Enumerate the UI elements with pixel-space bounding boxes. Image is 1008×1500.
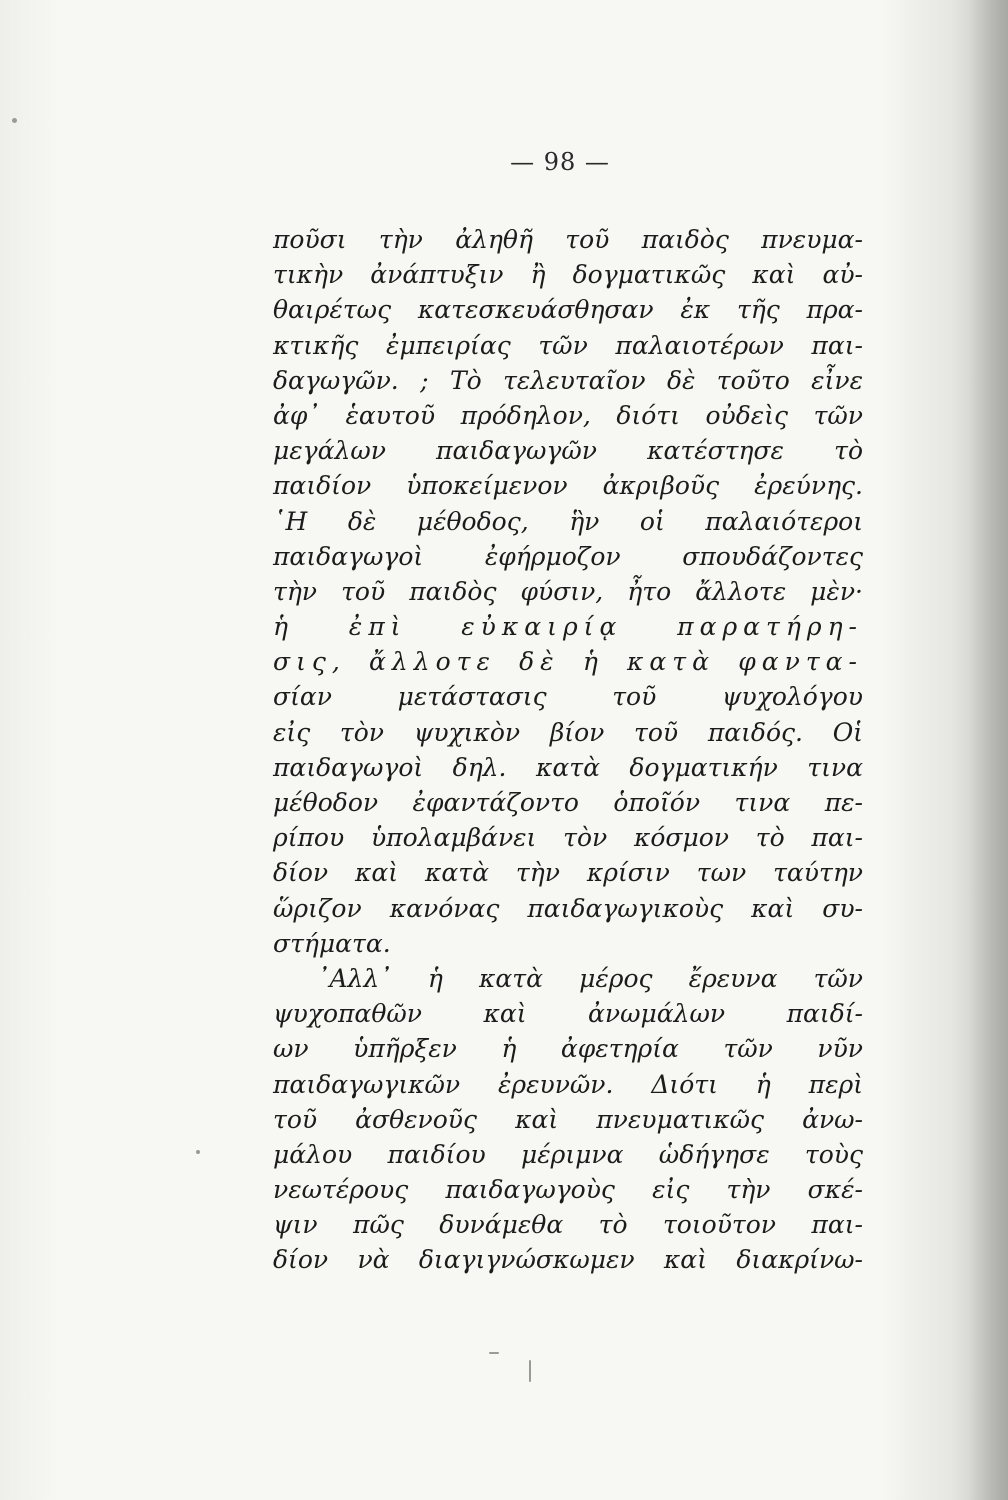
text-line: μέθοδον ἐφαντάζοντο ὁποῖόν τινα πε- (273, 788, 863, 817)
paragraph-start-line: ᾽Αλλ᾽ ἡ κατὰ μέρος ἔρευνα τῶν (317, 963, 863, 993)
text-line: ψιν πῶς δυνάμεθα τὸ τοιοῦτον παι- (273, 1210, 863, 1240)
text-line: ῾Η δὲ μέθοδος, ἣν οἱ παλαιότεροι (273, 506, 863, 536)
body-text (273, 222, 863, 1278)
text-line-emphasized: σίαν μετάστασις τοῦ ψυχολόγου (273, 682, 863, 712)
text-line: δαγωγῶν. ; Τὸ τελευταῖον δὲ τοῦτο εἶνε (273, 365, 863, 395)
text-line-emphasized: ἡ ἐπὶ εὐκαιρίᾳ παρατήρη- (273, 612, 863, 642)
paper-speck (196, 1150, 200, 1154)
text-line: στήματα. (273, 928, 391, 958)
text-line: ων ὑπῆρξεν ἡ ἀφετηρία τῶν νῦν (273, 1034, 863, 1064)
paper-speck (12, 118, 17, 123)
text-line: ὥριζον κανόνας παιδαγωγικοὺς καὶ συ- (273, 893, 863, 923)
text-line: τοῦ ἀσθενοῦς καὶ πνευματικῶς ἀνω- (273, 1104, 863, 1134)
paper-speck (529, 1360, 531, 1382)
text-line: παιδαγωγοὶ δηλ. κατὰ δογματικήν τινα (273, 752, 863, 782)
text-line: τὴν τοῦ παιδὸς φύσιν, ἦτο ἄλλοτε μὲν· (273, 576, 863, 606)
text-line: μεγάλων παιδαγωγῶν κατέστησε τὸ (273, 436, 863, 466)
text-line: δίον νὰ διαγιγνώσκωμεν καὶ διακρίνω- (273, 1245, 863, 1275)
text-line: παιδίον ὑποκείμενον ἀκριβοῦς ἐρεύνης. (273, 471, 863, 501)
text-line: παιδαγωγικῶν ἐρευνῶν. Διότι ἡ περὶ (273, 1069, 863, 1099)
text-line: παιδαγωγοὶ ἐφήρμοζον σπουδάζοντες (273, 541, 863, 571)
text-line: κτικῆς ἐμπειρίας τῶν παλαιοτέρων παι- (273, 330, 863, 360)
text-line: ποῦσι τὴν ἀληθῆ τοῦ παιδὸς πνευμα- (273, 225, 863, 254)
spine-shadow (968, 0, 1008, 1500)
text-line: θαιρέτως κατεσκευάσθησαν ἐκ τῆς πρα- (273, 295, 863, 325)
text-line: δίον καὶ κατὰ τὴν κρίσιν των ταύτην (273, 858, 863, 888)
text-line-emphasized: σις, ἄλλοτε δὲ ἡ κατὰ φαντα- (273, 647, 863, 677)
page-number: — 98 — (510, 148, 610, 176)
text-line: μάλου παιδίου μέριμνα ὡδήγησε τοὺς (273, 1139, 863, 1169)
paper-speck (489, 1352, 499, 1354)
text-line: νεωτέρους παιδαγωγοὺς εἰς τὴν σκέ- (273, 1175, 863, 1205)
text-line: εἰς τὸν ψυχικὸν βίον τοῦ παιδός. Οἱ (273, 717, 863, 747)
text-line: τικὴν ἀνάπτυξιν ἢ δογματικῶς καὶ αὐ- (273, 260, 863, 290)
text-line: ἀφ᾽ ἑαυτοῦ πρόδηλον, διότι οὐδεὶς τῶν (273, 400, 863, 430)
text-line: ρίπου ὑπολαμβάνει τὸν κόσμον τὸ παι- (273, 823, 863, 853)
text-line: ψυχοπαθῶν καὶ ἀνωμάλων παιδί- (273, 999, 863, 1029)
